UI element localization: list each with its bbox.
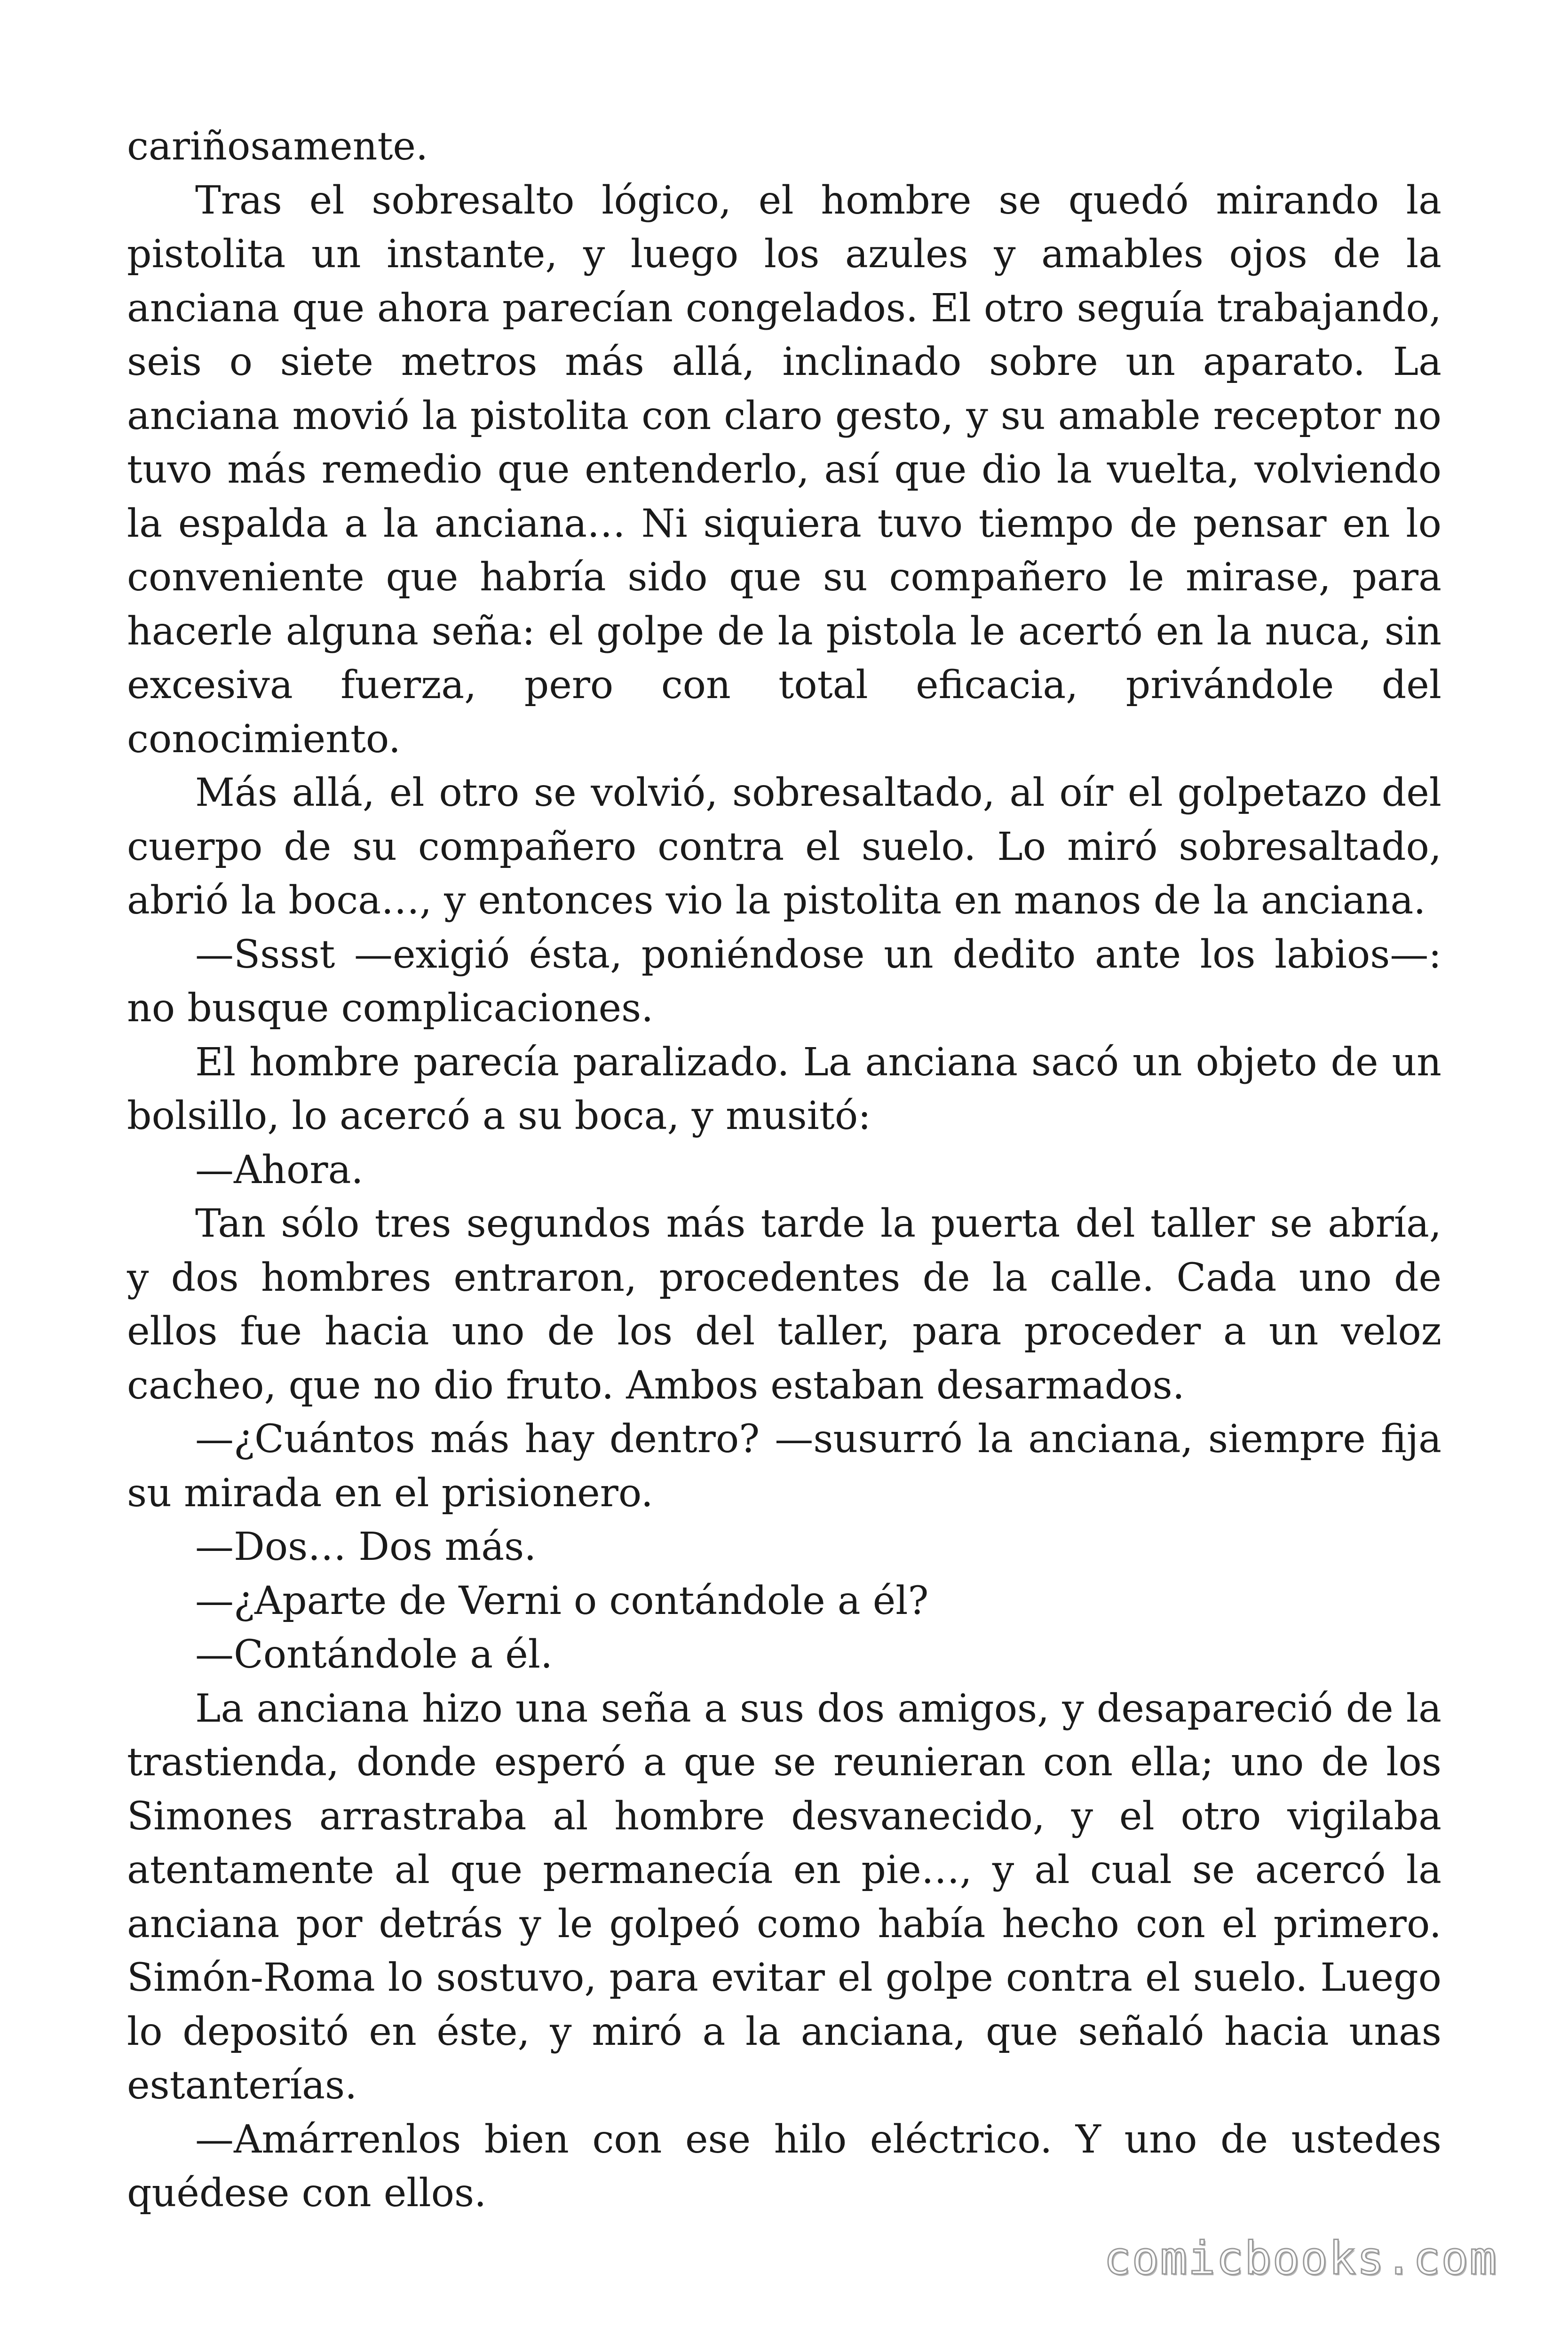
paragraph: Tan sólo tres segundos más tarde la puerta del taller se abría, y dos hombres entraron, procedentes de la calle. Cada uno de ellos fue hacia uno de los del taller, para proceder a un veloz cacheo, que no dio fruto. Ambos estaban desarmados.	[127, 1201, 1441, 1408]
dialogue-paragraph: —Dos… Dos más.	[195, 1525, 537, 1569]
paragraph: Tras el sobresalto lógico, el hombre se quedó mirando la pistolita un instante, y luego los azules y amables ojos de la anciana que ahora parecían congelados. El otro seguía trabajando, seis o siete metros más allá, inclinado sobre un aparato. La anciana movió la pistolita con claro gesto, y su amable receptor no tuvo más remedio que entenderlo, así que dio la vuelta, volviendo la espalda a la anciana… Ni siquiera tuvo tiempo de pensar en lo conveniente que habría sido que su compañero le mirase, para hacerle alguna seña: el golpe de la pistola le acertó en la nuca, sin excesiva fuerza, pero con total eficacia, privándole del conocimiento.	[127, 178, 1441, 762]
page-body-text	[127, 120, 1441, 2221]
paragraph: La anciana hizo una seña a sus dos amigos, y desapareció de la trastienda, donde esperó a que se reunieran con ella; uno de los Simones arrastraba al hombre desvanecido, y el otro vigilaba atentamente al que permanecía en pie…, y al cual se acercó la anciana por detrás y le golpeó como había hecho con el primero. Simón-Roma lo sostuvo, para evitar el golpe contra el suelo. Luego lo depositó en éste, y miró a la anciana, que señaló hacia unas estanterías.	[127, 1686, 1441, 2108]
paragraph: Más allá, el otro se volvió, sobresaltado, al oír el golpetazo del cuerpo de su compañero contra el suelo. Lo miró sobresaltado, abrió la boca…, y entonces vio la pistolita en manos de la anciana.	[127, 771, 1441, 923]
dialogue-paragraph: —Contándole a él.	[195, 1632, 553, 1677]
dialogue-paragraph: —¿Aparte de Verni o contándole a él?	[195, 1578, 929, 1623]
dialogue-paragraph: —Sssst —exigió ésta, poniéndose un dedito ante los labios—: no busque complicaciones.	[127, 932, 1441, 1031]
dialogue-paragraph: —Ahora.	[195, 1147, 364, 1192]
paragraph: El hombre parecía paralizado. La anciana sacó un objeto de un bolsillo, lo acercó a su boca, y musitó:	[127, 1040, 1441, 1138]
paragraph: cariñosamente.	[127, 124, 428, 169]
dialogue-paragraph: —Amárrenlos bien con ese hilo eléctrico. Y uno de ustedes quédese con ellos.	[127, 2117, 1441, 2216]
watermark-logo: comicbooks.com	[1103, 2232, 1497, 2285]
dialogue-paragraph: —¿Cuántos más hay dentro? —susurró la anciana, siempre fija su mirada en el prisionero.	[127, 1417, 1441, 1516]
